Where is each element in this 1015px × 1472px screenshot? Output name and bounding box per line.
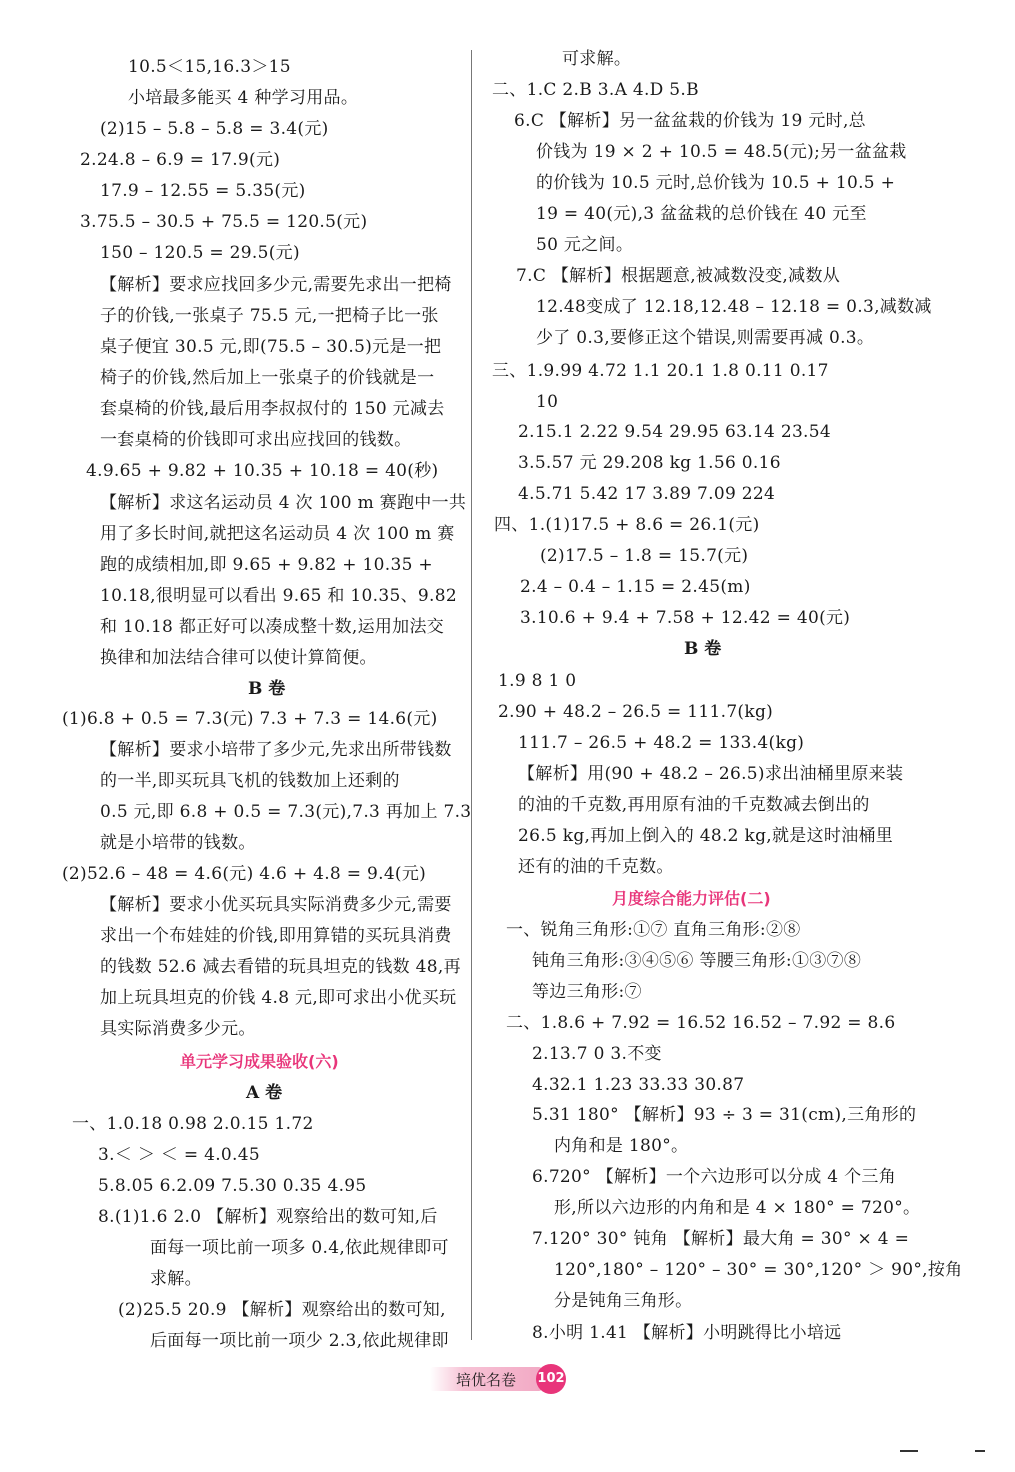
text-line: 子的价钱,一张桌子 75.5 元,一把椅子比一张 (100, 306, 439, 326)
section-heading: B 卷 (684, 639, 722, 659)
page-footer (430, 1362, 580, 1394)
text-line: 【解析】求这名运动员 4 次 100 m 赛跑中一共 (100, 493, 467, 513)
text-line: 二、1.C 2.B 3.A 4.D 5.B (492, 80, 699, 100)
text-line: 后面每一项比前一项少 2.3,依此规律即 (150, 1331, 449, 1351)
text-line: 少了 0.3,要修正这个错误,则需要再减 0.3。 (536, 328, 875, 348)
text-line: (2)52.6 – 48 = 4.6(元) 4.6 + 4.8 = 9.4(元) (62, 864, 427, 884)
text-line: 2.4 – 0.4 – 1.15 = 2.45(m) (520, 577, 751, 597)
scan-mark (900, 1450, 918, 1452)
text-line: 三、1.9.99 4.72 1.1 20.1 1.8 0.11 0.17 (492, 361, 829, 381)
text-line: 5.8.05 6.2.09 7.5.30 0.35 4.95 (98, 1176, 367, 1196)
text-line: 150 – 120.5 = 29.5(元) (100, 243, 300, 263)
text-line: (1)6.8 + 0.5 = 7.3(元) 7.3 + 7.3 = 14.6(元) (62, 709, 438, 729)
text-line: 1.9 8 1 0 (498, 671, 577, 691)
text-line: 4.32.1 1.23 33.33 30.87 (532, 1075, 745, 1095)
text-line: 可求解。 (562, 49, 632, 69)
text-line: 0.5 元,即 6.8 + 0.5 = 7.3(元),7.3 再加上 7.3 (100, 802, 472, 822)
text-line: 7.C 【解析】根据题意,被减数没变,减数从 (516, 266, 841, 286)
text-line: 8.小明 1.41 【解析】小明跳得比小培远 (532, 1323, 842, 1343)
text-line: 等边三角形:⑦ (532, 982, 642, 1002)
section-heading: B 卷 (248, 679, 286, 699)
text-line: 4.9.65 + 9.82 + 10.35 + 10.18 = 40(秒) (86, 461, 439, 481)
text-line: 价钱为 19 × 2 + 10.5 = 48.5(元);另一盆盆栽 (536, 142, 907, 162)
text-line: (2)17.5 – 1.8 = 15.7(元) (540, 546, 749, 566)
text-line: 跑的成绩相加,即 9.65 + 9.82 + 10.35 + (100, 555, 433, 575)
text-line: 【解析】要求小培带了多少元,先求出所带钱数 (100, 740, 452, 760)
text-line: 求出一个布娃娃的价钱,即用算错的买玩具消费 (100, 926, 452, 946)
text-line: 5.31 180° 【解析】93 ÷ 3 = 31(cm),三角形的 (532, 1105, 917, 1125)
text-line: 还有的油的千克数。 (518, 857, 674, 877)
text-line: 内角和是 180°。 (554, 1136, 689, 1156)
text-line: 6.C 【解析】另一盆盆栽的价钱为 19 元时,总 (514, 111, 866, 131)
text-line: 4.5.71 5.42 17 3.89 7.09 224 (518, 484, 776, 504)
text-line: 椅子的价钱,然后加上一张桌子的价钱就是一 (100, 368, 435, 388)
section-heading: A 卷 (246, 1083, 283, 1103)
text-line: 10.18,很明显可以看出 9.65 和 10.35、9.82 (100, 586, 457, 606)
text-line: 【解析】要求应找回多少元,需要先求出一把椅 (100, 275, 452, 295)
text-line: 3.75.5 – 30.5 + 75.5 = 120.5(元) (80, 212, 368, 232)
text-line: 和 10.18 都正好可以凑成整十数,运用加法交 (100, 617, 445, 637)
text-line: 小培最多能买 4 种学习用品。 (128, 88, 359, 108)
text-line: 120°,180° – 120° – 30° = 30°,120° ＞ 90°,按角 (554, 1260, 963, 1280)
text-line: 的钱数 52.6 减去看错的玩具坦克的钱数 48,再 (100, 957, 461, 977)
text-line: 面每一项比前一项多 0.4,依此规律即可 (150, 1238, 449, 1258)
text-line: 四、1.(1)17.5 + 8.6 = 26.1(元) (494, 515, 760, 535)
text-line: 26.5 kg,再加上倒入的 48.2 kg,就是这时油桶里 (518, 826, 894, 846)
text-line: 钝角三角形:③④⑤⑥ 等腰三角形:①③⑦⑧ (532, 951, 862, 971)
text-line: 一、锐角三角形:①⑦ 直角三角形:②⑧ (506, 920, 801, 940)
text-line: 111.7 – 26.5 + 48.2 = 133.4(kg) (518, 733, 805, 753)
text-line: 2.24.8 – 6.9 = 17.9(元) (80, 150, 281, 170)
text-line: 17.9 – 12.55 = 5.35(元) (100, 181, 306, 201)
footer-label: 培优名卷 (456, 1371, 517, 1389)
text-line: 的油的千克数,再用原有油的千克数减去倒出的 (518, 795, 870, 815)
text-line: (2)15 – 5.8 – 5.8 = 3.4(元) (100, 119, 329, 139)
text-line: 桌子便宜 30.5 元,即(75.5 – 30.5)元是一把 (100, 337, 442, 357)
page-number: 102 (536, 1364, 566, 1394)
column-divider (471, 50, 472, 1340)
text-line: 一套桌椅的价钱即可求出应找回的钱数。 (100, 430, 412, 450)
section-title: 单元学习成果验收(六) (180, 1052, 339, 1071)
text-line: 的价钱为 10.5 元时,总价钱为 10.5 + 10.5 + (536, 173, 896, 193)
text-line: 2.15.1 2.22 9.54 29.95 63.14 23.54 (518, 422, 831, 442)
text-line: 就是小培带的钱数。 (100, 833, 256, 853)
text-line: 一、1.0.18 0.98 2.0.15 1.72 (72, 1114, 314, 1134)
text-line: 2.90 + 48.2 – 26.5 = 111.7(kg) (498, 702, 774, 722)
text-line: 用了多长时间,就把这名运动员 4 次 100 m 赛 (100, 524, 455, 544)
text-line: 6.720° 【解析】一个六边形可以分成 4 个三角 (532, 1167, 896, 1187)
text-line: 8.(1)1.6 2.0 【解析】观察给出的数可知,后 (98, 1207, 438, 1227)
text-line: 10 (536, 392, 559, 412)
text-line: (2)25.5 20.9 【解析】观察给出的数可知, (118, 1300, 446, 1320)
text-line: 19 = 40(元),3 盆盆栽的总价钱在 40 元至 (536, 204, 867, 224)
text-line: 12.48变成了 12.18,12.48 – 12.18 = 0.3,减数减 (536, 297, 932, 317)
text-line: 10.5＜15,16.3＞15 (128, 57, 291, 77)
text-line: 具实际消费多少元。 (100, 1019, 256, 1039)
text-line: 【解析】用(90 + 48.2 – 26.5)求出油桶里原来装 (518, 764, 904, 784)
text-line: 的一半,即买玩具飞机的钱数加上还剩的 (100, 771, 400, 791)
text-line: 二、1.8.6 + 7.92 = 16.52 16.52 – 7.92 = 8.6 (506, 1013, 896, 1033)
text-line: 形,所以六边形的内角和是 4 × 180° = 720°。 (554, 1198, 921, 1218)
scan-mark (975, 1450, 985, 1452)
section-title: 月度综合能力评估(二) (612, 889, 771, 908)
text-line: 换律和加法结合律可以使计算简便。 (100, 648, 377, 668)
text-line: 分是钝角三角形。 (554, 1291, 693, 1311)
text-line: 套桌椅的价钱,最后用李叔叔付的 150 元减去 (100, 399, 445, 419)
text-line: 3.10.6 + 9.4 + 7.58 + 12.42 = 40(元) (520, 608, 851, 628)
text-line: 3.＜ ＞ ＜ = 4.0.45 (98, 1145, 260, 1165)
text-line: 2.13.7 0 3.不变 (532, 1044, 662, 1064)
text-line: 加上玩具坦克的价钱 4.8 元,即可求出小优买玩 (100, 988, 457, 1008)
text-line: 7.120° 30° 钝角 【解析】最大角 = 30° × 4 = (532, 1229, 910, 1249)
text-line: 50 元之间。 (536, 235, 634, 255)
text-line: 求解。 (150, 1269, 202, 1289)
text-line: 【解析】要求小优买玩具实际消费多少元,需要 (100, 895, 452, 915)
text-line: 3.5.57 元 29.208 kg 1.56 0.16 (518, 453, 781, 473)
